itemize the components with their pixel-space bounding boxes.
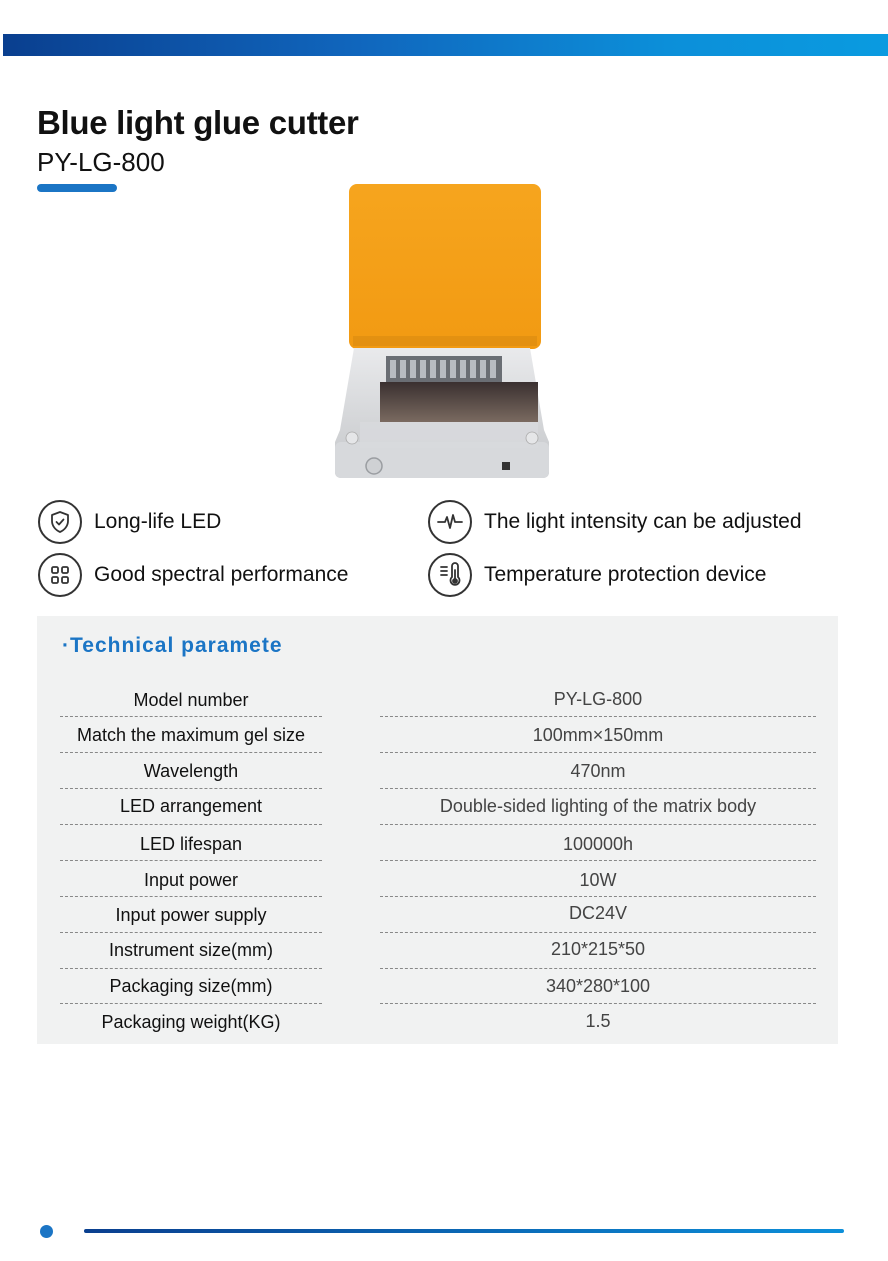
spec-label: Packaging size(mm): [109, 976, 273, 996]
dashed-divider: [60, 788, 322, 789]
spec-value: DC24V: [568, 903, 628, 923]
spec-label: Wavelength: [143, 761, 239, 781]
dashed-divider: [60, 1003, 322, 1004]
spec-row: [0, 1011, 888, 1047]
feature-long-life-led: [38, 497, 221, 547]
spec-label: Match the maximum gel size: [76, 725, 306, 745]
spec-value: 100000h: [562, 834, 634, 854]
shield-check-icon: [38, 500, 82, 544]
spec-value: 210*215*50: [550, 939, 646, 959]
dashed-divider: [60, 824, 322, 825]
dashed-divider: [380, 968, 816, 969]
dashed-divider: [60, 752, 322, 753]
spec-value: PY-LG-800: [553, 689, 643, 709]
product-image: [330, 180, 555, 482]
spec-value: 470nm: [570, 761, 626, 781]
spec-label: Model number: [133, 690, 249, 710]
page-title: Blue light glue cutter: [37, 104, 359, 141]
feature-temperature-protection: [428, 550, 767, 600]
dashed-divider: [60, 860, 322, 861]
model-subtitle: PY-LG-800: [37, 147, 165, 177]
grid-icon: [38, 553, 82, 597]
spec-label: LED lifespan: [139, 834, 243, 854]
dashed-divider: [60, 716, 322, 717]
dashed-divider: [380, 716, 816, 717]
feature-label: Good spectral performance: [94, 563, 349, 586]
spec-value: Double-sided lighting of the matrix body: [439, 796, 757, 816]
dashed-divider: [380, 860, 816, 861]
dashed-divider: [380, 1003, 816, 1004]
spec-label: Instrument size(mm): [108, 940, 274, 960]
dashed-divider: [380, 788, 816, 789]
thermometer-icon: [428, 553, 472, 597]
feature-spectral-performance: [38, 550, 348, 600]
spec-label: Input power supply: [115, 905, 267, 925]
spec-row: [0, 690, 888, 726]
spec-value: 100mm×150mm: [532, 725, 664, 745]
spec-label: Input power: [143, 870, 239, 890]
spec-row: [0, 976, 888, 1012]
dashed-divider: [60, 932, 322, 933]
spec-panel-title: ·Technical paramete: [62, 634, 283, 657]
spec-row: [0, 904, 888, 940]
spec-label: LED arrangement: [119, 796, 263, 816]
feature-label: Long-life LED: [94, 510, 222, 533]
spec-row: [0, 940, 888, 976]
spec-row: [0, 833, 888, 869]
spec-label: Packaging weight(KG): [101, 1012, 281, 1032]
footer-dot: [40, 1225, 53, 1238]
dashed-divider: [380, 896, 816, 897]
spec-value: 10W: [579, 870, 617, 890]
pulse-icon: [428, 500, 472, 544]
dashed-divider: [380, 824, 816, 825]
feature-label: Temperature protection device: [484, 563, 767, 586]
spec-value: 1.5: [585, 1011, 611, 1031]
spec-row: [0, 760, 888, 796]
spec-row: [0, 795, 888, 831]
dashed-divider: [60, 896, 322, 897]
title-underline: [37, 184, 117, 192]
feature-label: The light intensity can be adjusted: [484, 510, 802, 533]
feature-light-intensity: [428, 497, 802, 547]
spec-row: [0, 869, 888, 905]
dashed-divider: [380, 932, 816, 933]
footer-line: [84, 1229, 844, 1233]
spec-value: 340*280*100: [545, 976, 651, 996]
dashed-divider: [380, 752, 816, 753]
dashed-divider: [60, 968, 322, 969]
spec-row: [0, 725, 888, 761]
header-bar: [3, 34, 888, 56]
